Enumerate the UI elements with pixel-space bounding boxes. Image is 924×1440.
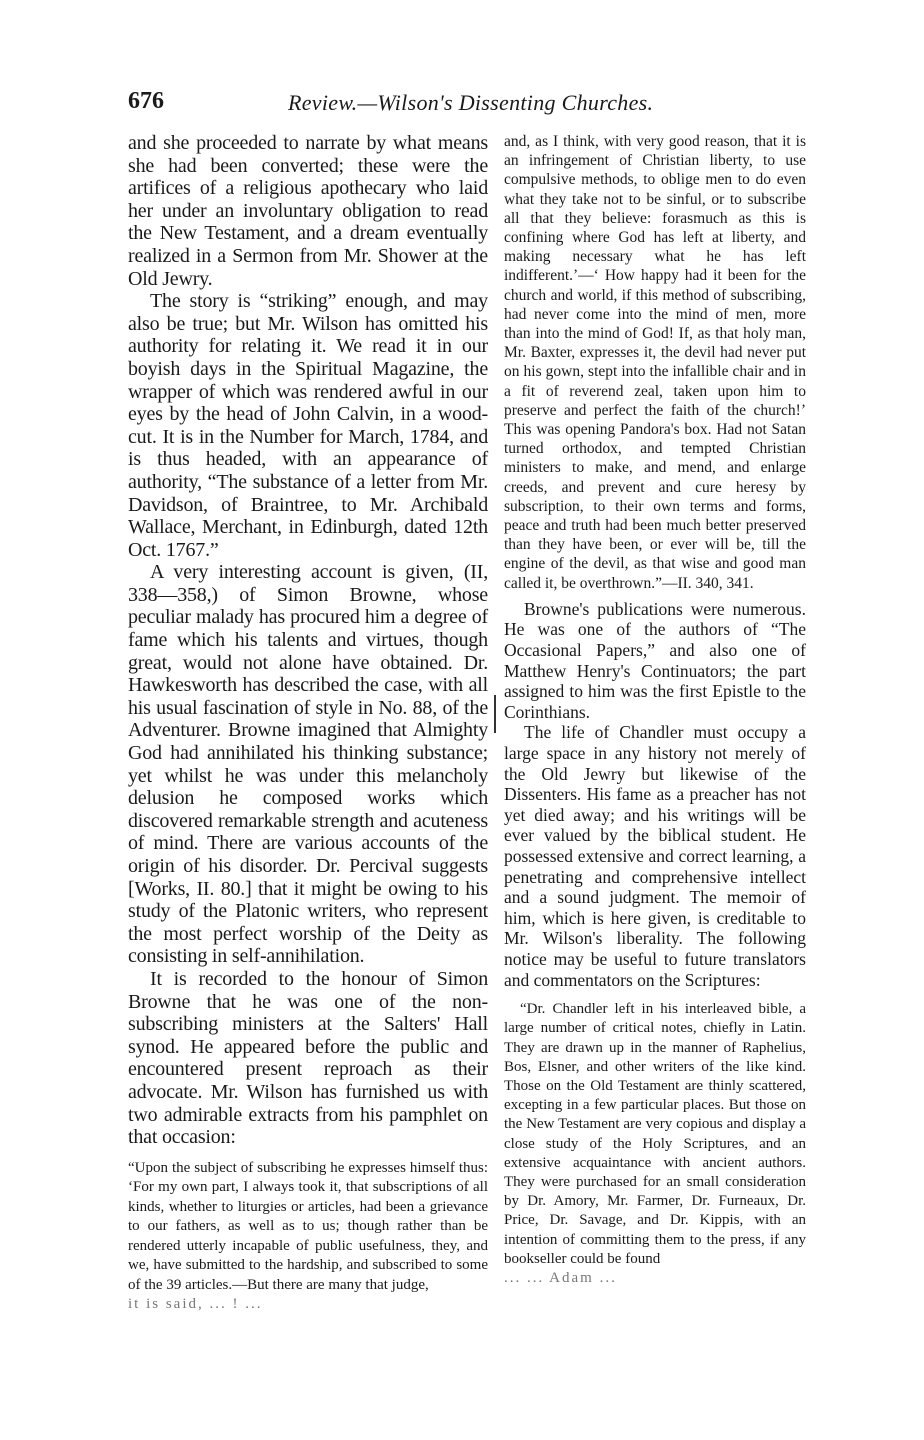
right-column — [504, 132, 806, 1287]
page-header — [128, 88, 806, 120]
margin-mark — [494, 695, 496, 733]
paragraph: The life of Chandler must occupy a large space in any history not merely of the Old Jewry but likewise of the Dissenters. His fame as a preacher has not yet died away; and his writings will be ever valued by the biblical student. He possessed extensive and correct learning, a penetrating and comprehensive intellect and a sound judgment. The memoir of him, which is here given, is creditable to Mr. Wilson's liberality. The following notice may be useful to future translators and commentators on the Scriptures: — [504, 722, 806, 990]
paragraph: The story is “striking” enough, and may also be true; but Mr. Wilson has omitted his authority for relating it. We read it in our boyish days in the Spiritual Magazine, the wrapper of which was rendered awful in our eyes by the head of John Calvin, in a wood-cut. It is in the Number for March, 1784, and is thus headed, with an appearance of authority, “The substance of a letter from Mr. Davidson, of Braintree, to Mr. Archibald Wallace, Merchant, in Edinburgh, dated 12th Oct. 1767.” — [128, 290, 488, 561]
block-quote-continued: and, as I think, with very good reason, that it is an infringement of Christian liberty, to use compulsive methods, to oblige men to do even what they take not to be sinful, or to subscribe all that they believe: forasmuch as this is confining where God has left at liberty, and making necessary what he has left indifferent.’—‘ How happy had it been for the church and world, if this method of subscribing, had never come into the mind of men, more than into the mind of God! If, as that holy man, Mr. Baxter, expresses it, the devil had never put on his gown, stept into the infallible chair and in a fit of reverend zeal, taken upon him to preserve and perfect the faith of the church!’ This was opening Pandora's box. Had not Satan turned orthodox, and tempted Christian ministers to make, and mend, and enlarge creeds, and prevent and cure heresy by subscription, to their own terms and forms, peace and truth had been much better preserved than they have been, or ever will be, till the engine of the devil, as that wise and good man called it, be overthrown.”—II. 340, 341. — [504, 133, 806, 592]
left-column — [128, 132, 488, 1313]
paragraph: and she proceeded to narrate by what means she had been converted; these were the artifices of a religious apothecary who laid her under an involuntary obligation to read the New Testament, and a dream eventually realized in a Sermon from Mr. Shower at the Old Jewry. — [128, 132, 488, 290]
paragraph: It is recorded to the honour of Simon Browne that he was one of the non-subscribing ministers at the Salters' Hall synod. He appeared before the public and encountered present reproach as their advocate. Mr. Wilson has furnished us with two admirable extracts from his pamphlet on that occasion: — [128, 967, 488, 1149]
running-title: Review.—Wilson's Dissenting Churches. — [288, 90, 654, 115]
paragraph: Browne's publications were numerous. He was one of the authors of “The Occasional Papers,” and also one of Matthew Henry's Continuators; the part assigned to him was the first Epistle to the Corinthians. — [504, 598, 806, 722]
block-quote: “Upon the subject of subscribing he expresses himself thus: ‘For my own part, I always took it, that subscriptions of all kinds, whether to liturgies or articles, had been a grievance to our fathers, as well as to us; though rather than be rendered utterly incapable of public usefulness, they, and we, have submitted to the hardship, and subscribed to some of the 39 articles.—But there are many that judge, — [128, 1159, 488, 1293]
paragraph: A very interesting account is given, (II, 338—358,) of Simon Browne, whose peculiar malady has procured him a degree of fame which his talents and virtues, though great, would not alone have obtained. Dr. Hawkesworth has described the case, with all his usual fascination of style in No. 88, of the Adventurer. Browne imagined that Almighty God had annihilated his thinking substance; yet whilst he was under this melancholy delusion he composed works which discovered remarkable strength and acuteness of mind. There are various accounts of the origin of his disorder. Dr. Percival suggests [Works, II. 80.] that it might be owing to his study of the Platonic writers, who represent the most perfect worship of the Deity as consisting in self-annihilation. — [128, 561, 488, 968]
bleed-through-line: ... ... Adam ... — [504, 1270, 617, 1286]
block-quote: “Dr. Chandler left in his interleaved bible, a large number of critical notes, chiefly in Latin. They are drawn up in the manner of Raphelius, Bos, Elsner, and other writers of the like kind. Those on the Old Testament are thinly scattered, excepting in a few particular places. But those on the New Testament are very copious and display a close study of the Holy Scriptures, and an extensive acquaintance with ancient authors. They were purchased for an small consideration by Dr. Amory, Mr. Farmer, Dr. Furneaux, Dr. Price, Dr. Savage, and Dr. Kippis, with an intention of committing them to the press, if any bookseller could be found — [504, 1001, 806, 1267]
page-number: 676 — [128, 88, 164, 114]
bleed-through-line: it is said, ... ! ... — [128, 1296, 263, 1313]
